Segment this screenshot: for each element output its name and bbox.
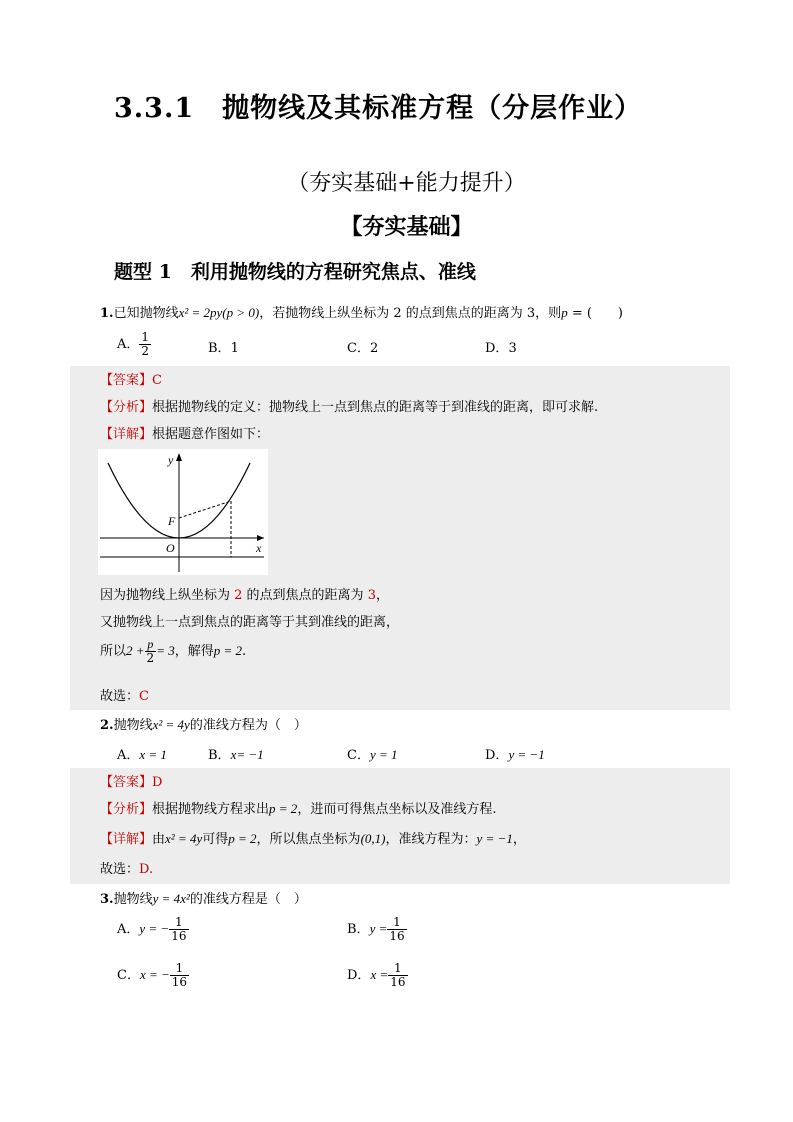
choice-line: 故选：C: [100, 689, 149, 704]
equation: y = 4x²: [152, 891, 190, 906]
q3-option-d[interactable]: D．x = $\frac{1}{16}$: [347, 961, 406, 989]
question-2-stem: 2.抛物线x² = 4y的准线方程为（ ）: [100, 717, 307, 733]
analysis-line: 【分析】根据抛物线的定义：抛物线上一点到焦点的距离等于到准线的距离，即可求解.: [100, 400, 599, 415]
topic-heading: 题型 1 利用抛物线的方程研究焦点、准线: [114, 261, 476, 283]
q1-option-a[interactable]: A． $\frac{1}{2}$: [117, 330, 150, 358]
q2-option-c[interactable]: C．y = 1: [347, 747, 398, 763]
section-heading: 【夯实基础】: [340, 214, 473, 240]
reasoning-line-2: 又抛物线上一点到焦点的距离等于其到准线的距离，: [100, 615, 400, 630]
q3-option-b[interactable]: B．y = $\frac{1}{16}$: [347, 915, 405, 943]
fraction: $\frac{1}{2}$: [141, 330, 150, 358]
reasoning-line-3: 所以2 + $\frac{p}{2}$ = 3，解得p = 2.: [100, 637, 247, 665]
y-axis-label: y: [168, 453, 174, 467]
origin-label: O: [166, 541, 175, 555]
equation: x² = 4y: [152, 717, 190, 732]
reasoning-line-1: 因为抛物线上纵坐标为 2 的点到焦点的距离为 3，: [100, 588, 389, 603]
fraction: $\frac{1}{16}$: [171, 915, 187, 943]
q1-option-b[interactable]: B．1: [208, 341, 239, 356]
q2-option-a[interactable]: A．x = 1: [117, 747, 167, 763]
question-3-stem: 3.抛物线y = 4x²的准线方程是（ ）: [100, 891, 307, 907]
equation: x² = 2py(p > 0): [178, 305, 260, 320]
q1-option-c[interactable]: C．2: [347, 341, 379, 356]
fraction: $\frac{1}{16}$: [390, 961, 406, 989]
q3-option-c[interactable]: C．x = − $\frac{1}{16}$: [117, 961, 188, 989]
question-number: 1.: [100, 306, 114, 321]
detail-line: 【详解】根据题意作图如下：: [100, 427, 270, 442]
answer-line: 【答案】C: [100, 373, 162, 388]
q3-option-a[interactable]: A．y = − $\frac{1}{16}$: [117, 915, 187, 943]
x-axis-label: x: [256, 541, 262, 555]
question-number: 3.: [100, 892, 114, 907]
fraction: $\frac{p}{2}$: [146, 637, 155, 665]
fraction: $\frac{1}{16}$: [171, 961, 188, 989]
solution-block-2: [70, 768, 730, 884]
parabola-figure: [98, 449, 268, 575]
solution-block-1: [70, 366, 730, 710]
fraction: $\frac{1}{16}$: [389, 915, 405, 943]
subtitle: （夯实基础+能力提升）: [287, 171, 526, 196]
q2-option-b[interactable]: B．x= −1: [208, 747, 264, 763]
page-title: 3.3.1 抛物线及其标准方程（分层作业）: [114, 93, 643, 124]
q2-option-d[interactable]: D．y = −1: [485, 747, 545, 763]
focus-label: F: [168, 514, 176, 528]
q1-option-d[interactable]: D．3: [485, 341, 517, 356]
question-1-stem: 1.已知抛物线x² = 2py(p > 0)，若抛物线上纵坐标为 2 的点到焦点的距离为 3，则p = ( ): [100, 305, 623, 321]
answer-line: 【答案】D: [100, 775, 163, 790]
choice-line: 故选：D.: [100, 862, 154, 877]
detail-line: 【详解】由x² = 4y可得p = 2，所以焦点坐标为(0,1)，准线方程为：y = −1，: [100, 831, 526, 847]
analysis-line: 【分析】根据抛物线方程求出p = 2，进而可得焦点坐标以及准线方程.: [100, 801, 497, 817]
question-number: 2.: [100, 718, 114, 733]
